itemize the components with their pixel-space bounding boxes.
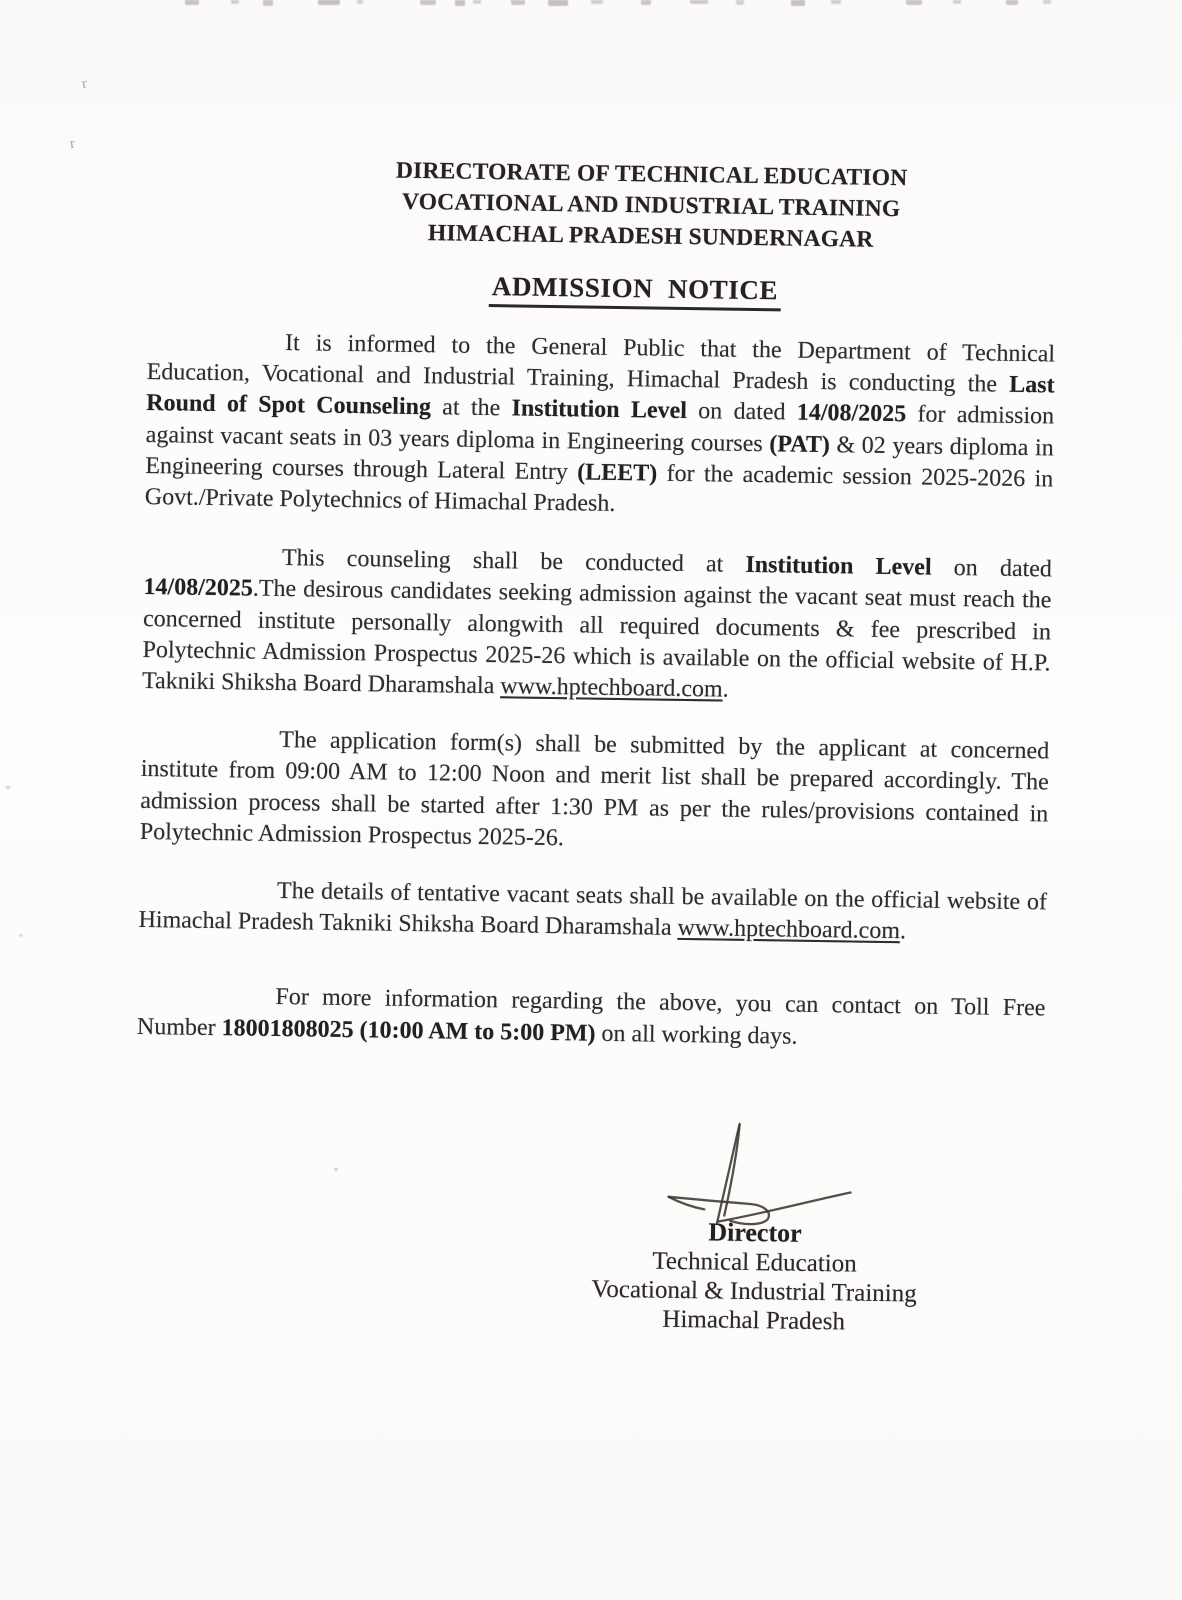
edge-mark — [736, 0, 744, 5]
edge-mark — [420, 0, 436, 5]
scan-edge-artifacts — [0, 0, 1182, 8]
scan-smudge: r — [80, 75, 89, 93]
edge-mark — [357, 0, 363, 4]
edge-mark — [185, 0, 199, 5]
paragraph-vacant-seats: The details of tentative vacant seats shall be available on the official website of Himachal Pradesh Takniki Shiksha Board Dharamshala www.hptechboard.com. — [138, 878, 1048, 945]
edge-mark — [263, 0, 273, 6]
edge-mark — [473, 0, 481, 4]
paragraph-toll-free: For more information regarding the above, you can contact on Toll Free Number 18001808025 (10:00 AM to 5:00 PM) on all working days. — [136, 984, 1046, 1050]
edge-mark — [591, 0, 603, 4]
letterhead — [197, 153, 1106, 259]
edge-mark — [455, 0, 465, 6]
edge-mark — [690, 0, 708, 4]
edge-mark — [511, 0, 525, 5]
edge-mark — [548, 0, 568, 6]
paragraph-counseling-announcement: It is informed to the General Public that the Department of Technical Education, Vocational and Industrial Training, Himachal Pradesh is conducting the Last Round of Spot Counseling at the Institution Level on dated 14/08/2025 for admission against vacant seats in 03 years diploma in Engineering courses (PAT) & 02 years diploma in Engineering courses through Lateral Entry (LEET) for the academic session 2025-2026 in Govt./Private Polytechnics of Himachal Pradesh. — [144, 330, 1056, 517]
scan-speck — [19, 934, 23, 937]
notice-title-row — [181, 266, 1089, 315]
signatory-dept-line2: Vocational & Industrial Training — [591, 1275, 917, 1308]
edge-mark — [641, 0, 651, 5]
scan-smudge: r — [68, 135, 77, 153]
edge-mark — [1043, 0, 1051, 4]
org-name-line1: DIRECTORATE OF TECHNICAL EDUCATION — [395, 157, 908, 192]
notice-title: ADMISSION NOTICE — [489, 271, 782, 311]
signatory-dept-line3: Himachal Pradesh — [662, 1305, 846, 1336]
edge-mark — [953, 0, 961, 4]
signatory-dept-line1: Technical Education — [652, 1247, 857, 1278]
edge-mark — [231, 0, 239, 4]
signature-block — [564, 1099, 947, 1338]
edge-mark — [791, 0, 805, 6]
org-name-line3: HIMACHAL PRADESH SUNDERNAGAR — [427, 220, 874, 253]
edge-mark — [318, 0, 340, 5]
edge-mark — [906, 0, 922, 5]
edge-mark — [831, 0, 841, 4]
paragraph-counseling-details: This counseling shall be conducted at Institution Level on dated 14/08/2025.The desirous candidates seeking admission against the vacant seat must reach the concerned institute personally alongwith all required documents & fee prescribed in Polytechnic Admission Prospectus 2025-26 which is available on the official website of H.P. Takniki Shiksha Board Dharamshala www.hptechboard.com. — [141, 545, 1053, 703]
signature-scribble — [660, 1091, 862, 1234]
signatory-title: Director — [708, 1217, 802, 1248]
org-name-line2: VOCATIONAL AND INDUSTRIAL TRAINING — [401, 188, 901, 223]
edge-mark — [1006, 0, 1018, 5]
paragraph-application-timing: The application form(s) shall be submitted by the applicant at concerned institute from 09:00 AM to 12:00 Noon and merit list shall be prepared accordingly. The admission process shall be started after 1:30 PM as per the rules/provisions contained in Polytechnic Admission Prospectus 2025-26. — [139, 727, 1050, 852]
document-content — [133, 150, 1058, 1339]
scan-speck — [6, 786, 10, 789]
